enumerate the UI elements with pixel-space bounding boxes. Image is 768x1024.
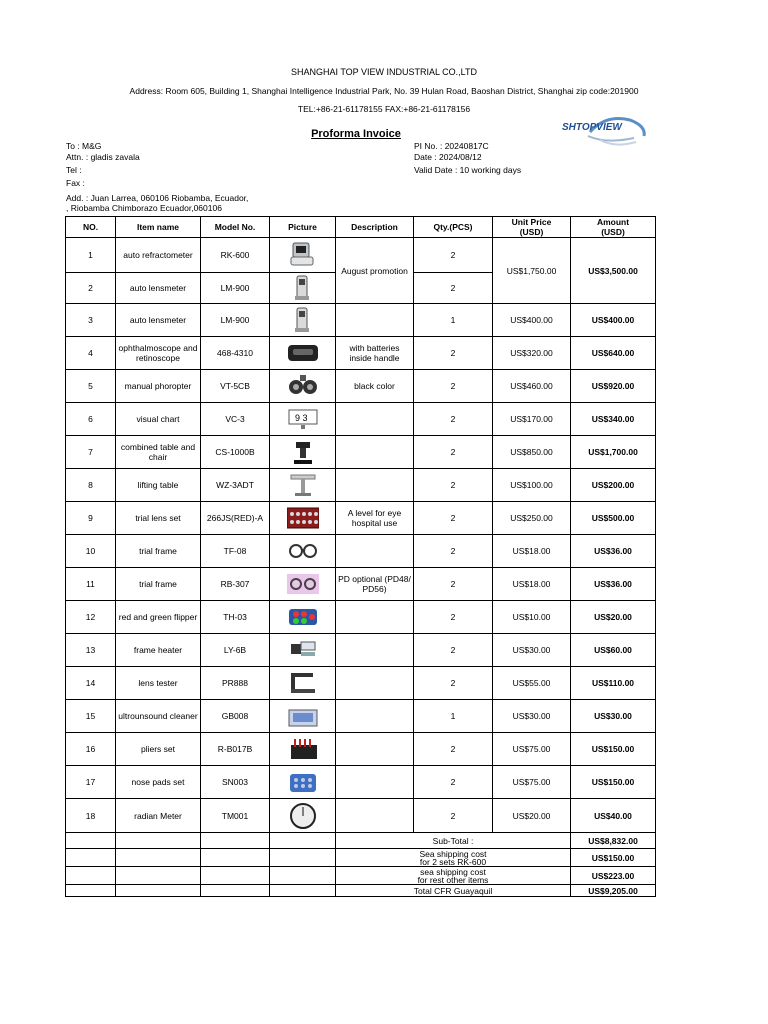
shipping-rk600-value: US$150.00 (571, 849, 656, 867)
cell-unit-price: US$18.00 (493, 535, 571, 568)
cell-qty: 2 (414, 273, 493, 304)
empty-cell (116, 849, 201, 867)
cell-no: 8 (66, 469, 116, 502)
cell-picture (270, 273, 336, 304)
refractometer-icon (287, 241, 319, 269)
totals-row (66, 885, 656, 897)
cell-no: 17 (66, 766, 116, 799)
shipping-other-label-line: for rest other items (417, 874, 489, 885)
cell-amount: US$400.00 (571, 304, 656, 337)
cell-qty: 2 (414, 238, 493, 273)
cell-model-no: LY-6B (201, 634, 270, 667)
cell-unit-price: US$10.00 (493, 601, 571, 634)
table-row (66, 667, 656, 700)
svg-text:9 3: 9 3 (294, 413, 308, 423)
header-unit-price-line2: (USD) (519, 227, 544, 237)
cell-picture (270, 502, 336, 535)
table-row (66, 535, 656, 568)
lensmeter-icon (287, 274, 319, 302)
cell-qty: 2 (414, 733, 493, 766)
cell-item-name: ultrounsound cleaner (116, 700, 201, 733)
cell-no: 14 (66, 667, 116, 700)
table-row (66, 469, 656, 502)
nose-pads-icon (287, 768, 319, 796)
table-row (66, 370, 656, 403)
table-row (66, 568, 656, 601)
header-item: Item name (116, 217, 201, 238)
frame-heater-icon (287, 636, 319, 664)
cell-model-no: GB008 (201, 700, 270, 733)
cell-qty: 1 (414, 304, 493, 337)
cell-description: PD optional (PD48/ PD56) (336, 568, 414, 601)
total-cfr-label-line: Total CFR Guayaquil (413, 885, 493, 896)
table-row (66, 634, 656, 667)
cell-no: 3 (66, 304, 116, 337)
cell-item-name: ophthalmoscope and retinoscope (116, 337, 201, 370)
cell-description (336, 469, 414, 502)
cell-amount: US$30.00 (571, 700, 656, 733)
cell-picture (270, 535, 336, 568)
cell-description (336, 634, 414, 667)
flipper-icon (287, 603, 319, 631)
header-unit-price-line1: Unit Price (511, 217, 552, 227)
table-row (66, 436, 656, 469)
cell-unit-price: US$400.00 (493, 304, 571, 337)
cell-model-no: VC-3 (201, 403, 270, 436)
cell-description: with batteries inside handle (336, 337, 414, 370)
cell-picture (270, 634, 336, 667)
cell-qty: 2 (414, 403, 493, 436)
cell-unit-price: US$55.00 (493, 667, 571, 700)
empty-cell (270, 849, 336, 867)
cell-picture (270, 766, 336, 799)
cell-description (336, 766, 414, 799)
cell-picture (270, 568, 336, 601)
cell-item-name: auto lensmeter (116, 304, 201, 337)
lifting-table-icon (287, 471, 319, 499)
cell-item-name: trial frame (116, 535, 201, 568)
shipping-rk600-label-line: for 2 sets RK-600 (419, 856, 487, 867)
header-description: Description (336, 217, 414, 238)
company-address: Address: Room 605, Building 1, Shanghai Intelligence Industrial Park, No. 39 Hulan Road, Baoshan District, Shanghai zip code:201900 (129, 86, 639, 96)
cell-picture (270, 799, 336, 833)
cell-unit-price: US$320.00 (493, 337, 571, 370)
cell-picture (270, 304, 336, 337)
empty-cell (66, 867, 116, 885)
cell-model-no: WZ-3ADT (201, 469, 270, 502)
lensmeter-icon (287, 306, 319, 334)
cell-no: 18 (66, 799, 116, 833)
cell-picture (270, 436, 336, 469)
cell-item-name: visual chart (116, 403, 201, 436)
empty-cell (66, 885, 116, 897)
company-name: SHANGHAI TOP VIEW INDUSTRIAL CO.,LTD (290, 67, 478, 77)
empty-cell (116, 885, 201, 897)
cell-model-no: TF-08 (201, 535, 270, 568)
cell-no: 16 (66, 733, 116, 766)
table-row (66, 766, 656, 799)
cell-amount: US$3,500.00 (571, 238, 656, 304)
cell-item-name: manual phoropter (116, 370, 201, 403)
empty-cell (270, 885, 336, 897)
cell-model-no: TH-03 (201, 601, 270, 634)
cell-item-name: auto lensmeter (116, 273, 201, 304)
cell-description (336, 799, 414, 833)
cell-amount: US$500.00 (571, 502, 656, 535)
radian-meter-icon (287, 802, 319, 830)
subtotal-label (336, 833, 571, 849)
cell-description (336, 733, 414, 766)
company-logo (560, 112, 652, 148)
cell-description (336, 667, 414, 700)
cell-model-no: RB-307 (201, 568, 270, 601)
cell-qty: 2 (414, 502, 493, 535)
total-cfr-label (336, 885, 571, 897)
cell-amount: US$60.00 (571, 634, 656, 667)
cell-qty: 2 (414, 634, 493, 667)
invoice-table (65, 216, 656, 897)
cell-item-name: auto refractometer (116, 238, 201, 273)
cell-no: 9 (66, 502, 116, 535)
cell-description: August promotion (336, 238, 414, 304)
cell-amount: US$36.00 (571, 535, 656, 568)
cell-qty: 2 (414, 337, 493, 370)
buyer-tel: Tel : (66, 165, 82, 175)
cell-description: A level for eye hospital use (336, 502, 414, 535)
subtotal-value: US$8,832.00 (571, 833, 656, 849)
cell-model-no: 266JS(RED)-A (201, 502, 270, 535)
phoropter-icon (287, 372, 319, 400)
header-amount-line2: (USD) (601, 227, 625, 237)
cell-qty: 2 (414, 601, 493, 634)
cell-unit-price: US$170.00 (493, 403, 571, 436)
totals-row (66, 849, 656, 867)
cell-no: 6 (66, 403, 116, 436)
totals-row (66, 867, 656, 885)
cell-qty: 2 (414, 370, 493, 403)
empty-cell (201, 833, 270, 849)
trial-lens-set-icon (287, 504, 319, 532)
cell-picture (270, 601, 336, 634)
table-row (66, 337, 656, 370)
visual-chart-icon (287, 405, 319, 433)
cell-model-no: R-B017B (201, 733, 270, 766)
cell-item-name: lifting table (116, 469, 201, 502)
table-row (66, 304, 656, 337)
empty-cell (116, 833, 201, 849)
cell-unit-price: US$20.00 (493, 799, 571, 833)
cell-item-name: frame heater (116, 634, 201, 667)
cell-unit-price: US$30.00 (493, 634, 571, 667)
buyer-fax: Fax : (66, 178, 85, 188)
pi-valid-date: Valid Date : 10 working days (414, 165, 522, 175)
cell-description: black color (336, 370, 414, 403)
totals-row (66, 833, 656, 849)
cell-picture (270, 733, 336, 766)
cell-no: 11 (66, 568, 116, 601)
header-amount (571, 217, 656, 238)
cell-description (336, 700, 414, 733)
cell-description (336, 436, 414, 469)
cell-qty: 2 (414, 469, 493, 502)
header-picture: Picture (270, 217, 336, 238)
table-chair-icon (287, 438, 319, 466)
ultrasound-cleaner-icon (287, 702, 319, 730)
lens-tester-icon (287, 669, 319, 697)
cell-description (336, 403, 414, 436)
table-row (66, 700, 656, 733)
cell-item-name: red and green flipper (116, 601, 201, 634)
cell-model-no: VT-5CB (201, 370, 270, 403)
cell-amount: US$36.00 (571, 568, 656, 601)
buyer-address-line2: , Riobamba Chimborazo Ecuador,060106 (66, 203, 222, 213)
pliers-set-icon (287, 735, 319, 763)
cell-amount: US$150.00 (571, 733, 656, 766)
header-amount-line1: Amount (596, 217, 630, 227)
table-row (66, 238, 656, 273)
table-row (66, 601, 656, 634)
total-cfr-value: US$9,205.00 (571, 885, 656, 897)
cell-unit-price: US$1,750.00 (493, 238, 571, 304)
cell-no: 13 (66, 634, 116, 667)
empty-cell (66, 833, 116, 849)
cell-unit-price: US$850.00 (493, 436, 571, 469)
cell-item-name: combined table and chair (116, 436, 201, 469)
cell-model-no: 468-4310 (201, 337, 270, 370)
cell-amount: US$40.00 (571, 799, 656, 833)
cell-qty: 2 (414, 535, 493, 568)
empty-cell (201, 867, 270, 885)
header-model: Model No. (201, 217, 270, 238)
shipping-rk600-label (336, 849, 571, 867)
table-row (66, 502, 656, 535)
cell-unit-price: US$100.00 (493, 469, 571, 502)
cell-model-no: LM-900 (201, 304, 270, 337)
shipping-other-label-line: sea shipping cost (420, 866, 486, 877)
cell-picture (270, 469, 336, 502)
shipping-rk600-label-line: Sea shipping cost (419, 848, 487, 859)
company-phone: TEL:+86-21-61178155 FAX:+86-21-61178156 (297, 104, 471, 114)
cell-picture (270, 700, 336, 733)
subtotal-label-line: Sub-Total : (432, 835, 474, 846)
empty-cell (66, 849, 116, 867)
page-title: Proforma Invoice (311, 128, 401, 140)
cell-no: 2 (66, 273, 116, 304)
trial-frame-icon (287, 537, 319, 565)
cell-amount: US$920.00 (571, 370, 656, 403)
cell-amount: US$110.00 (571, 667, 656, 700)
cell-description (336, 304, 414, 337)
buyer-to: To : M&G (66, 141, 102, 151)
cell-qty: 1 (414, 700, 493, 733)
cell-model-no: PR888 (201, 667, 270, 700)
cell-no: 15 (66, 700, 116, 733)
cell-qty: 2 (414, 436, 493, 469)
cell-model-no: SN003 (201, 766, 270, 799)
cell-unit-price: US$18.00 (493, 568, 571, 601)
empty-cell (270, 867, 336, 885)
cell-picture (270, 337, 336, 370)
pi-date: Date : 2024/08/12 (414, 152, 482, 162)
cell-amount: US$200.00 (571, 469, 656, 502)
cell-no: 7 (66, 436, 116, 469)
cell-unit-price: US$460.00 (493, 370, 571, 403)
logo-text: SHTOPVIEW (562, 122, 622, 133)
empty-cell (201, 885, 270, 897)
cell-picture (270, 403, 336, 436)
empty-cell (270, 833, 336, 849)
cell-unit-price: US$30.00 (493, 700, 571, 733)
cell-amount: US$1,700.00 (571, 436, 656, 469)
cell-description (336, 601, 414, 634)
cell-amount: US$20.00 (571, 601, 656, 634)
cell-picture (270, 370, 336, 403)
cell-model-no: RK-600 (201, 238, 270, 273)
pi-number: PI No. : 20240817C (414, 141, 489, 151)
cell-amount: US$340.00 (571, 403, 656, 436)
cell-amount: US$150.00 (571, 766, 656, 799)
cell-item-name: trial frame (116, 568, 201, 601)
table-header-row (66, 217, 656, 238)
trial-frame-pink-icon (287, 570, 319, 598)
cell-model-no: TM001 (201, 799, 270, 833)
cell-no: 12 (66, 601, 116, 634)
cell-description (336, 535, 414, 568)
shipping-other-label (336, 867, 571, 885)
empty-cell (201, 849, 270, 867)
cell-no: 1 (66, 238, 116, 273)
cell-item-name: radian Meter (116, 799, 201, 833)
buyer-address-line1: Add. : Juan Larrea, 060106 Riobamba, Ecuador, (66, 193, 249, 203)
cell-qty: 2 (414, 799, 493, 833)
cell-item-name: pliers set (116, 733, 201, 766)
cell-item-name: lens tester (116, 667, 201, 700)
cell-item-name: trial lens set (116, 502, 201, 535)
table-row (66, 403, 656, 436)
buyer-attn: Attn. : gladis zavala (66, 152, 140, 162)
header-no: NO. (66, 217, 116, 238)
cell-no: 4 (66, 337, 116, 370)
cell-unit-price: US$75.00 (493, 766, 571, 799)
cell-item-name: nose pads set (116, 766, 201, 799)
cell-no: 10 (66, 535, 116, 568)
cell-qty: 2 (414, 766, 493, 799)
cell-no: 5 (66, 370, 116, 403)
cell-model-no: CS-1000B (201, 436, 270, 469)
header-unit-price (493, 217, 571, 238)
ophthalmoscope-case-icon (287, 339, 319, 367)
cell-unit-price: US$75.00 (493, 733, 571, 766)
cell-model-no: LM-900 (201, 273, 270, 304)
cell-qty: 2 (414, 568, 493, 601)
table-row (66, 799, 656, 833)
shipping-other-value: US$223.00 (571, 867, 656, 885)
cell-amount: US$640.00 (571, 337, 656, 370)
header-qty: Qty.(PCS) (414, 217, 493, 238)
table-row (66, 733, 656, 766)
cell-qty: 2 (414, 667, 493, 700)
cell-picture (270, 238, 336, 273)
cell-picture (270, 667, 336, 700)
empty-cell (116, 867, 201, 885)
cell-unit-price: US$250.00 (493, 502, 571, 535)
